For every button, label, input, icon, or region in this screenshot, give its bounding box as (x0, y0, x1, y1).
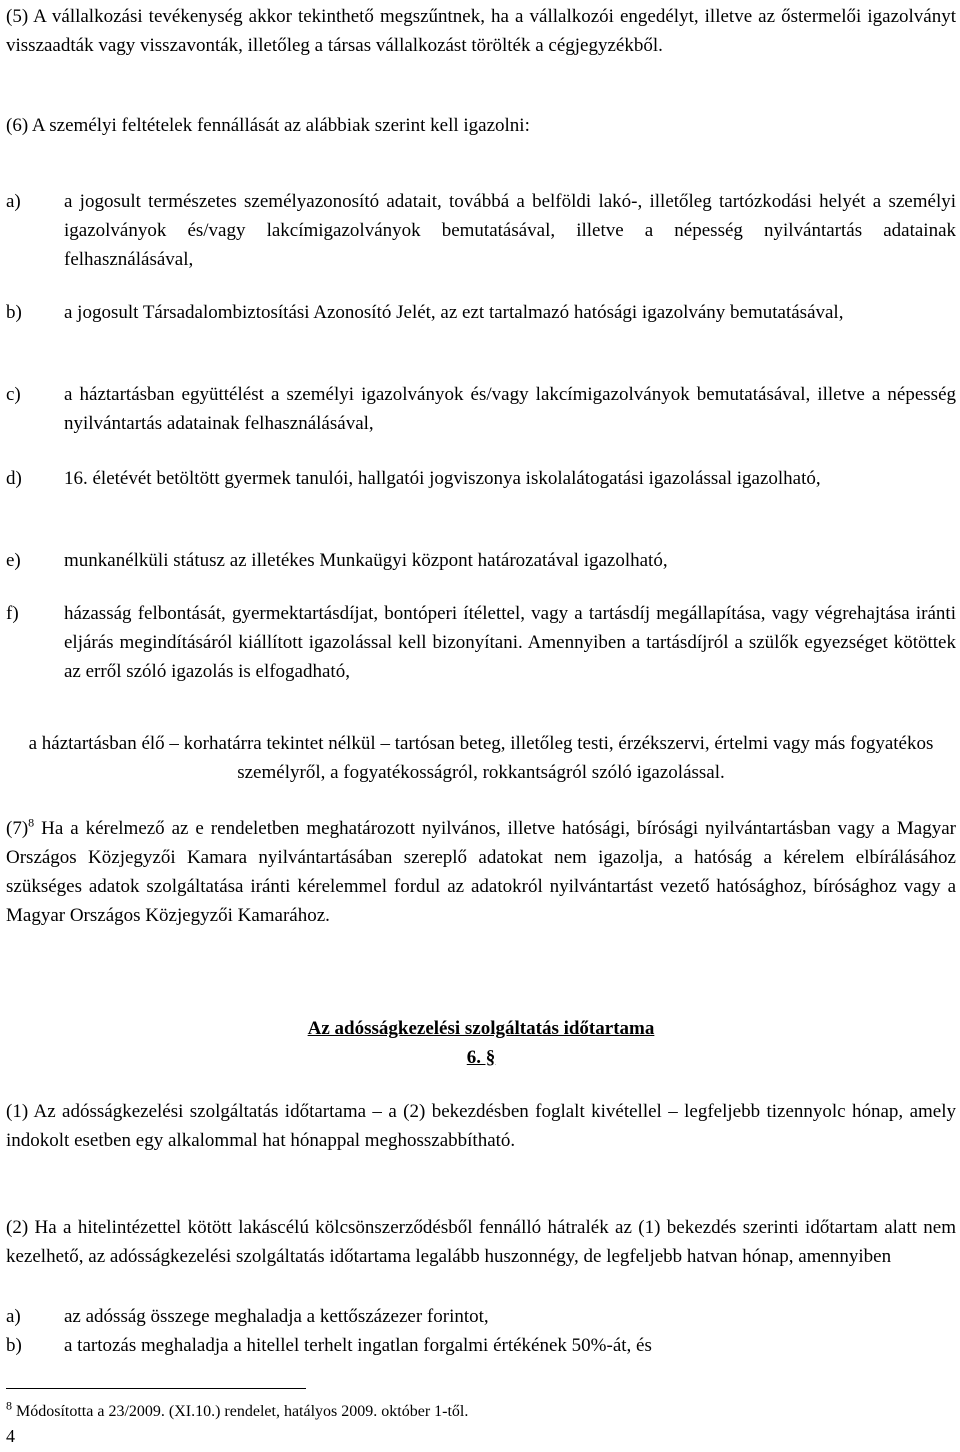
list-label: b) (6, 1335, 22, 1356)
paragraph-7 (6, 814, 956, 930)
list-item-e (6, 546, 956, 575)
list-text: 16. életévét betöltött gyermek tanulói, hallgatói jogviszonya iskolalátogatási igazolással igazolható, (64, 468, 821, 489)
list-text: az adósság összege meghaladja a kettőszázezer forintot, (64, 1306, 489, 1327)
list-text: házasság felbontását, gyermektartásdíjat, bontóperi ítélettel, vagy a tartásdíj megállapítása, vagy végrehajtása iránti eljárás megindításáról kiállított igazolással kell bizonyítani. Amennyiben a tartásdíjról a szülők egyezséget kötöttek az erről szóló igazolás is elfogadható, (64, 603, 956, 682)
list-label: d) (6, 468, 22, 489)
section-para-2: (2) Ha a hitelintézettel kötött lakáscélú kölcsönszerződésből fennálló hátralék az (1) bekezdés szerinti időtartam alatt nem kezelhető, az adósságkezelési szolgáltatás időtartama legalább huszonnégy, de legfeljebb hatvan hónap, amennyiben (6, 1217, 956, 1267)
list-label: c) (6, 384, 21, 405)
list-item-d (6, 464, 956, 493)
list-item-b (6, 298, 956, 327)
list2-item-b (6, 1331, 956, 1360)
section-title: Az adósságkezelési szolgáltatás időtartama (307, 1018, 655, 1039)
list-text: a háztartásban együttélést a személyi igazolványok és/vagy lakcímigazolványok bemutatásával, illetve a népesség nyilvántartás adatainak felhasználásával, (64, 384, 956, 434)
list-item-a (6, 187, 956, 274)
list-text: munkanélküli státusz az illetékes Munkaügyi központ határozatával igazolható, (64, 550, 668, 571)
footnote-divider (6, 1388, 306, 1389)
paragraph-6-intro: (6) A személyi feltételek fennállását az alábbiak szerint kell igazolni: (6, 115, 530, 136)
paragraph-5: (5) A vállalkozási tevékenység akkor tekinthető megszűntnek, ha a vállalkozói engedélyt, illetve az őstermelői igazolványt visszaadták vagy visszavonták, illetőleg a társas vállalkozást törölték a cégjegyzékből. (6, 6, 956, 56)
list-text: a tartozás meghaladja a hitellel terhelt ingatlan forgalmi értékének 50%-át, és (64, 1335, 652, 1356)
list-item-f (6, 599, 956, 686)
list-label: f) (6, 603, 19, 624)
list-label: a) (6, 1306, 21, 1327)
list-item-c (6, 380, 956, 438)
footnote-text: Módosította a 23/2009. (XI.10.) rendelet, hatályos 2009. október 1-től. (12, 1403, 469, 1420)
paragraph-7-prefix: (7) (6, 818, 29, 839)
list-label: e) (6, 550, 21, 571)
section-para-1: (1) Az adósságkezelési szolgáltatás időtartama – a (2) bekezdésben foglalt kivétellel – legfeljebb tizennyolc hónap, amely indokolt esetben egy alkalommal hat hónappal meghosszabbítható. (6, 1101, 956, 1151)
list2-item-a (6, 1302, 956, 1331)
footnote-number: 8 (6, 1398, 12, 1413)
footnote (6, 1398, 469, 1422)
list-text: a jogosult természetes személyazonosító adatait, továbbá a belföldi lakó-, illetőleg tartózkodási helyét a személyi igazolványok és/vagy lakcímigazolványok bemutatásával, illetve a népesség nyilvántartás adatainak felhasználásával, (64, 191, 956, 270)
list-label: a) (6, 191, 21, 212)
list-label: b) (6, 302, 22, 323)
footnote-ref: 8 (28, 815, 35, 830)
paragraph-7-text: Ha a kérelmező az e rendeletben meghatározott nyilvános, illetve hatósági, bírósági nyilvántartásban vagy a Magyar Országos Közjegyzői Kamara nyilvántartásában szereplő adatokat nem igazolja, a hatóság a kérelem elbírálásához szükséges adatok szolgáltatása iránti kérelemmel fordul az adatokról nyilvántartást vezető hatósághoz, bírósághoz vagy a Magyar Országos Közjegyzői Kamarához. (6, 818, 956, 926)
section-number: 6. § (466, 1047, 496, 1068)
page-number: 4 (6, 1426, 15, 1446)
paragraph-6-tail: a háztartásban élő – korhatárra tekintet nélkül – tartósan beteg, illetőleg testi, érzékszervi, értelmi vagy más fogyatékos személyről, a fogyatékosságról, rokkantságról szóló igazolással. (28, 733, 934, 783)
list-text: a jogosult Társadalombiztosítási Azonosító Jelét, az ezt tartalmazó hatósági igazolvány bemutatásával, (64, 302, 844, 323)
